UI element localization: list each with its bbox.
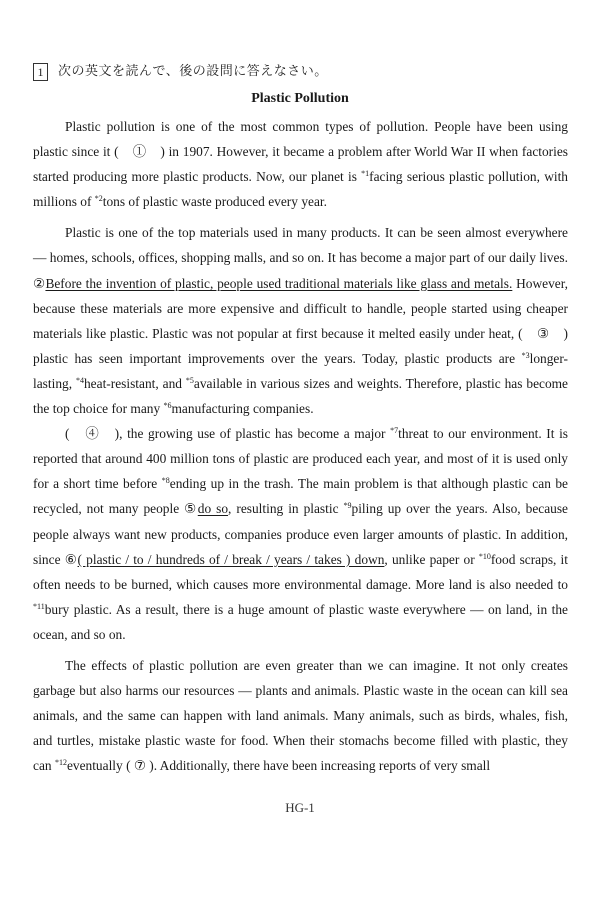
footnote-marker: *7	[390, 426, 399, 436]
text: piling up over the years. Also, because people always want new products, companies produce even larger amounts of plastic. In addition, since	[33, 501, 568, 567]
footnote-marker: *2	[94, 194, 103, 204]
text: in 1907. However, it became a problem after World War II when factories started producing more plastic products. Now, our planet is	[33, 144, 569, 185]
text: bury plastic. As a result, there is a huge amount of plastic waste everywhere — on land, in the ocean, and so on.	[33, 601, 568, 642]
passage-title: Plastic Pollution	[251, 91, 349, 106]
footnote-marker: *3	[521, 350, 530, 360]
text: available in various sizes and weights. Therefore, plastic has become the top choice for many	[33, 375, 569, 417]
text: , unlike paper or	[384, 551, 479, 567]
underlined-sentence-2: Before the invention of plastic, people used traditional materials like glass and metals.	[45, 275, 513, 291]
underlined-reorder-6: ( plastic / to / hundreds of / break / years / takes ) down	[77, 551, 385, 567]
text: food scraps, it often needs to be burned, which causes more environmental damage. More land is also needed to	[33, 551, 568, 592]
text: Plastic is one of the top materials used in many products. It can be seen almost everywhere — homes, schools, offices, shopping malls, and so on. It has become a major part of our daily lives.	[33, 225, 568, 266]
blank-4: ( ④ )	[65, 426, 120, 442]
text: longer-lasting,	[33, 350, 568, 391]
paragraph-1	[33, 114, 568, 214]
footnote-marker: *11	[33, 601, 45, 611]
paragraph-4	[33, 653, 568, 778]
footnote-marker: *6	[163, 401, 172, 411]
footnote-marker: *4	[75, 375, 84, 385]
mark-6: ⑥	[64, 551, 78, 567]
underlined-phrase-5: do so	[197, 501, 229, 517]
page-number: HG-1	[285, 800, 315, 815]
text: threat to our environment. It is reported that around 400 million tons of plastic are produced each year, and most of it is used only for a short time before	[33, 426, 569, 492]
footnote-marker: *8	[161, 476, 170, 486]
text: manufacturing companies.	[171, 401, 314, 417]
text: , the growing use of plastic has become a major	[119, 426, 391, 442]
question-instruction	[33, 62, 328, 82]
footnote-marker: *10	[478, 551, 491, 561]
text: plastic has seen important improvements over the years. Today, plastic products are	[33, 350, 522, 366]
footnote-marker: *1	[361, 169, 370, 179]
text: The effects of plastic pollution are even greater than we can imagine. It not only creates garbage but also harms our resources — plants and animals. Plastic waste in the ocean can kill sea animals, and the same can happen with land animals. Many animals, such as birds, whales, fish, and turtles, mistake plastic waste for food. When their stomachs become filled with plastic, they can	[33, 657, 568, 774]
passage-body	[33, 114, 568, 778]
blank-7: ( ⑦ )	[126, 758, 154, 774]
text: heat-resistant, and	[83, 375, 186, 391]
mark-5: ⑤	[184, 501, 198, 517]
text: eventually	[66, 758, 127, 774]
text: , resulting in plastic	[228, 501, 344, 517]
blank-1: ( ① )	[114, 144, 165, 160]
mark-2: ②	[33, 275, 46, 291]
footnote-marker: *9	[343, 501, 352, 511]
paragraph-3	[33, 421, 568, 647]
text: However, because these materials are more expensive and difficult to handle, people started using cheaper materials like plastic. Plastic was not popular at first because it melted easily under heat,	[33, 275, 568, 341]
paragraph-2	[33, 220, 568, 421]
text: . Additionally, there have been increasing reports of very small	[153, 758, 491, 774]
text: tons of plastic waste produced every year.	[102, 194, 327, 210]
text: facing serious plastic pollution, with millions of	[33, 169, 569, 210]
question-number-box: 1	[33, 63, 48, 81]
footnote-marker: *12	[54, 758, 67, 768]
footnote-marker: *5	[185, 375, 194, 385]
instruction-text: 次の英文を読んで、後の設問に答えなさい。	[58, 64, 328, 79]
text: Plastic pollution is one of the most common types of pollution. People have been using plastic since it	[33, 119, 568, 160]
blank-3: ( ③ )	[518, 325, 568, 341]
text: ending up in the trash. The main problem is that although plastic can be recycled, not many people	[33, 476, 569, 517]
